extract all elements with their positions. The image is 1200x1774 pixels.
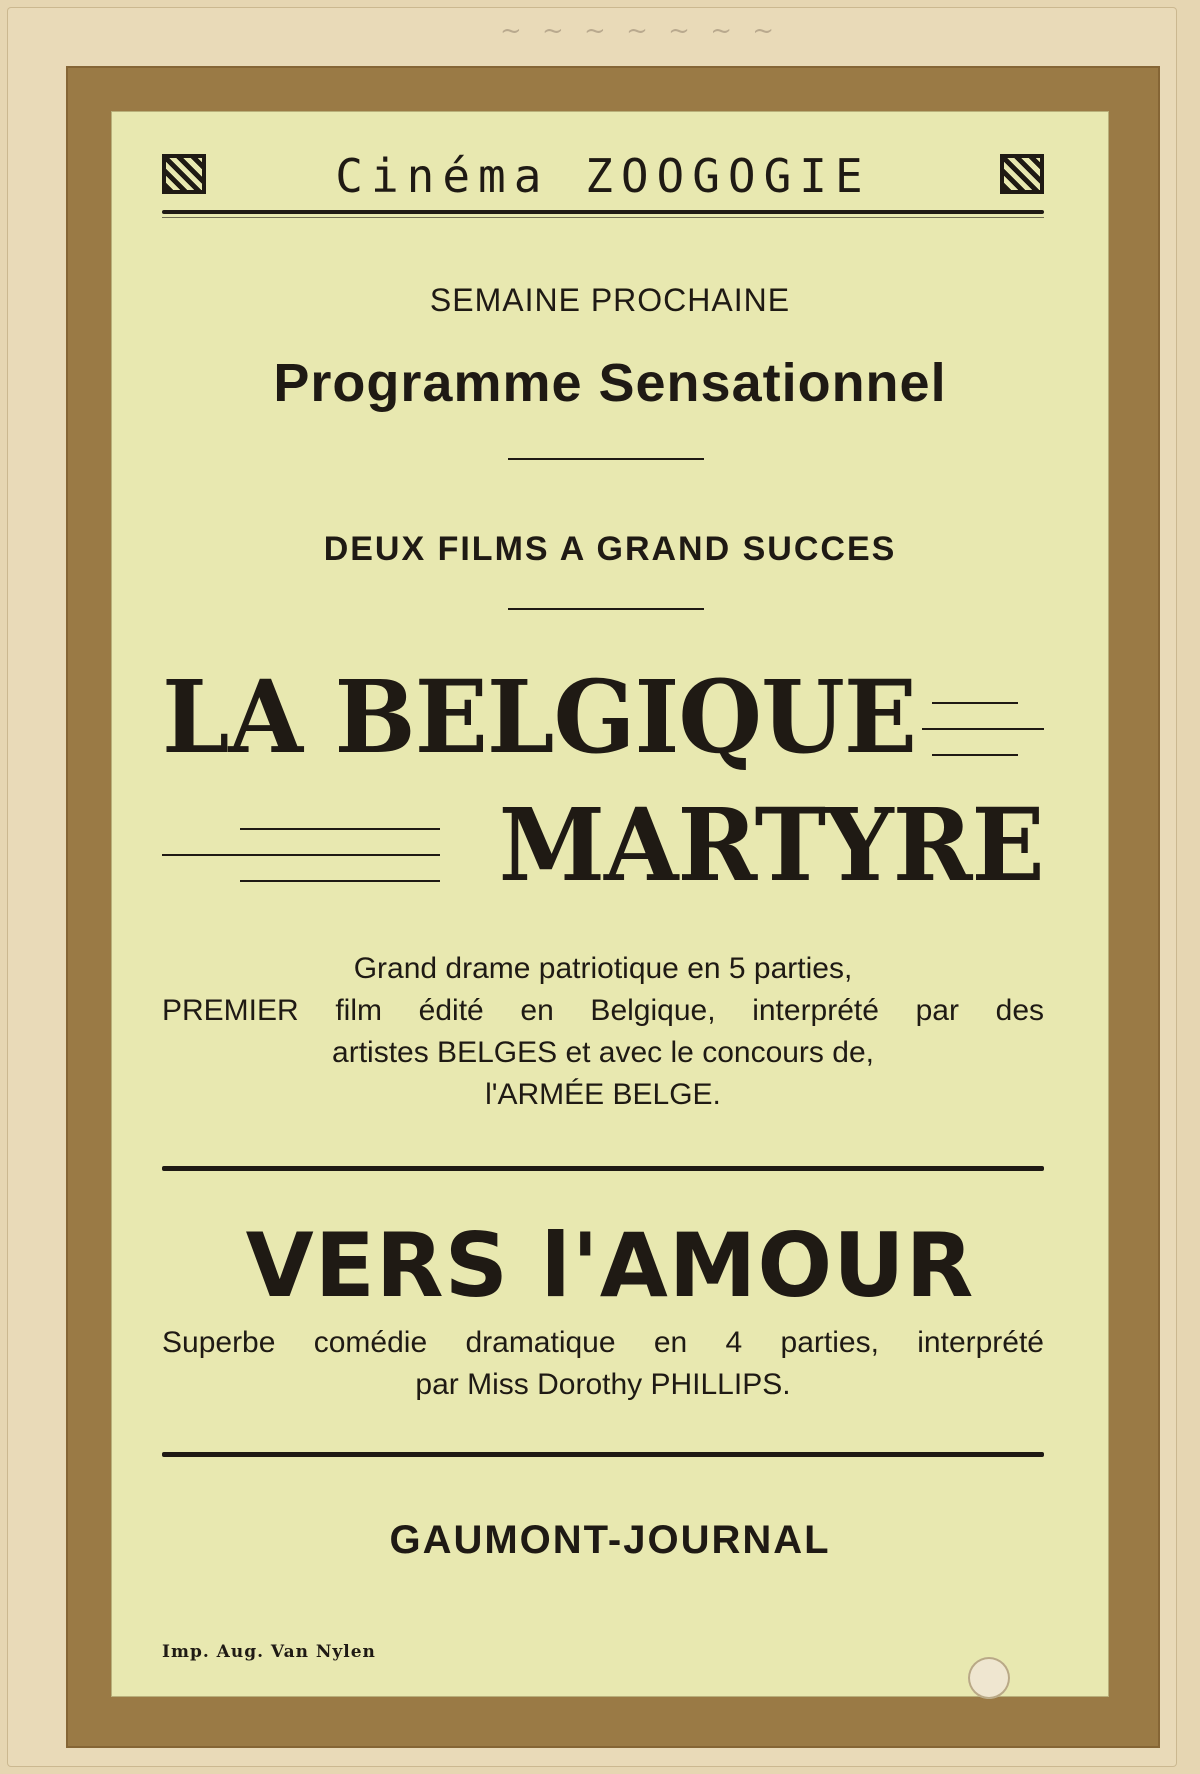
film2-description bbox=[162, 1322, 1044, 1406]
film1-title-line2: MARTYRE bbox=[498, 786, 1044, 904]
film2-desc-line: par Miss Dorothy PHILLIPS. bbox=[415, 1368, 791, 1401]
header bbox=[162, 148, 1044, 204]
newsreel-title: GAUMONT-JOURNAL bbox=[389, 1518, 831, 1562]
header-rule-thin bbox=[162, 217, 1044, 218]
decorative-line bbox=[240, 880, 440, 882]
program-sheet bbox=[112, 112, 1108, 1696]
decorative-line bbox=[932, 754, 1018, 756]
section-divider bbox=[162, 1452, 1044, 1457]
punch-hole bbox=[968, 1657, 1010, 1699]
week-label: SEMAINE PROCHAINE bbox=[429, 282, 791, 318]
film1-desc-line: Grand drame patriotique en 5 parties, bbox=[353, 952, 853, 985]
art-nouveau-ornament-icon bbox=[162, 154, 206, 194]
section-divider bbox=[162, 1166, 1044, 1171]
decorative-line bbox=[932, 702, 1018, 704]
decorative-line bbox=[922, 728, 1044, 730]
art-nouveau-ornament-icon bbox=[1000, 154, 1044, 194]
printer-imprint: Imp. Aug. Van Nylen bbox=[162, 1642, 376, 1662]
film1-title-line1: LA BELGIQUE bbox=[162, 658, 917, 776]
divider-short bbox=[508, 458, 704, 460]
film2-title: VERS l'AMOUR bbox=[245, 1214, 975, 1317]
film1-desc-line: PREMIER film édité en Belgique, interprété par des bbox=[162, 994, 1044, 1027]
film1-desc-line: artistes BELGES et avec le concours de, bbox=[332, 1036, 874, 1069]
film1-description bbox=[162, 948, 1044, 1116]
cinema-name: Cinéma ZOOGOGIE bbox=[335, 149, 871, 203]
subhead: DEUX FILMS A GRAND SUCCES bbox=[323, 530, 897, 568]
decorative-line bbox=[240, 828, 440, 830]
handwritten-scribble: ~ ~ ~ ~ ~ ~ ~ bbox=[499, 16, 781, 46]
film1-desc-line: l'ARMÉE BELGE. bbox=[485, 1078, 721, 1111]
film2-desc-line: Superbe comédie dramatique en 4 parties, interprété bbox=[162, 1326, 1044, 1359]
divider-short bbox=[508, 608, 704, 610]
decorative-line bbox=[162, 854, 440, 856]
header-rule bbox=[162, 210, 1044, 214]
headline: Programme Sensationnel bbox=[273, 353, 947, 413]
